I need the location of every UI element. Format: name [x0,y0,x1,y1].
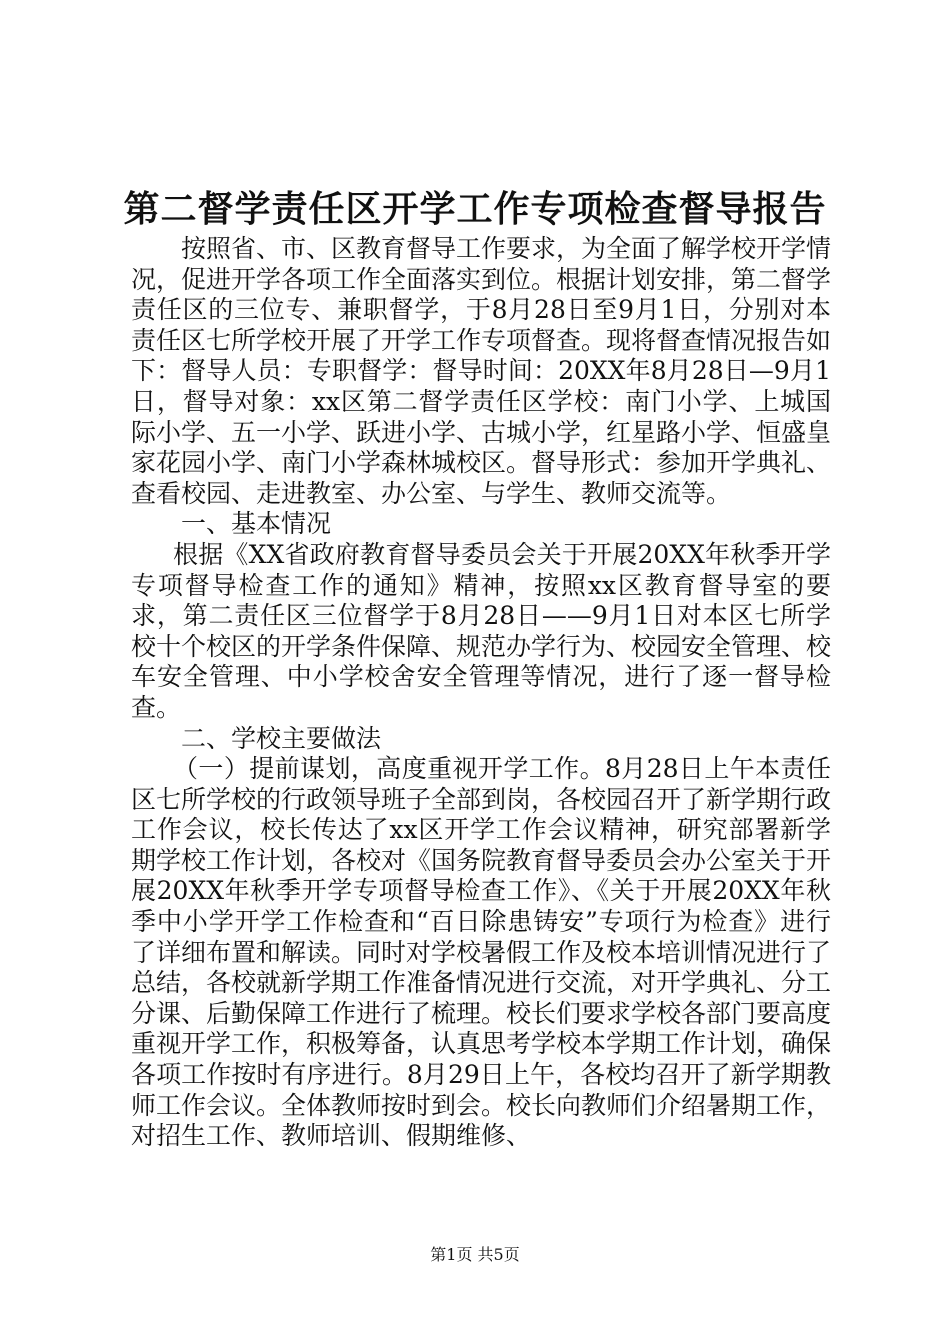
document-title: 第二督学责任区开学工作专项检查督导报告 [123,188,827,230]
paragraph-intro: 按照省、市、区教育督导工作要求，为全面了解学校开学情况，促进开学各项工作全面落实到位。根据计划安排，第二督学责任区的三位专、兼职督学，于8月28日至9月1日，分别对本责任区七所学校开展了开学工作专项督查。现将督查情况报告如下：督导人员：专职督学：督导时间：20XX年8月28日—9月1日，督导对象：xx区第二督学责任区学校：南门小学、上城国际小学、五一小学、跃进小学、古城小学，红星路小学、恒盛皇家花园小学、南门小学森林城校区。督导形式：参加开学典礼、查看校园、走进教室、办公室、与学生、教师交流等。 [131,234,832,508]
paragraph-basic-situation: 根据《XX省政府教育督导委员会关于开展20XX年秋季开学专项督导检查工作的通知》精神，按照xx区教育督导室的要求，第二责任区三位督学于8月28日——9月1日对本区七所学校十个校区的开学条件保障、规范办学行为、校园安全管理、校车安全管理、中小学校舍安全管理等情况，进行了逐一督导检查。 [131,539,832,722]
page-number-footer: 第1页 共5页 [430,1245,520,1264]
section-heading-basic-situation: 一、基本情况 [181,509,332,539]
paragraph-planning: （一）提前谋划，高度重视开学工作。8月28日上午本责任区七所学校的行政领导班子全部到岗，各校园召开了新学期行政工作会议，校长传达了xx区开学工作会议精神，研究部署新学期学校工作计划，各校对《国务院教育督导委员会办公室关于开展20XX年秋季开学专项督导检查工作》、《关于开展20XX年秋季中小学开学工作检查和“百日除患铸安”专项行为检查》进行了详细布置和解读。同时对学校暑假工作及校本培训情况进行了总结，各校就新学期工作准备情况进行交流，对开学典礼、分工分课、后勤保障工作进行了梳理。校长们要求学校各部门要高度重视开学工作，积极筹备，认真思考学校本学期工作计划，确保各项工作按时有序进行。8月29日上午，各校均召开了新学期教师工作会议。全体教师按时到会。校长向教师们介绍暑期工作，对招生工作、教师培训、假期维修、 [131,754,832,1151]
document-body [131,234,831,1152]
section-heading-school-practices: 二、学校主要做法 [181,723,382,753]
